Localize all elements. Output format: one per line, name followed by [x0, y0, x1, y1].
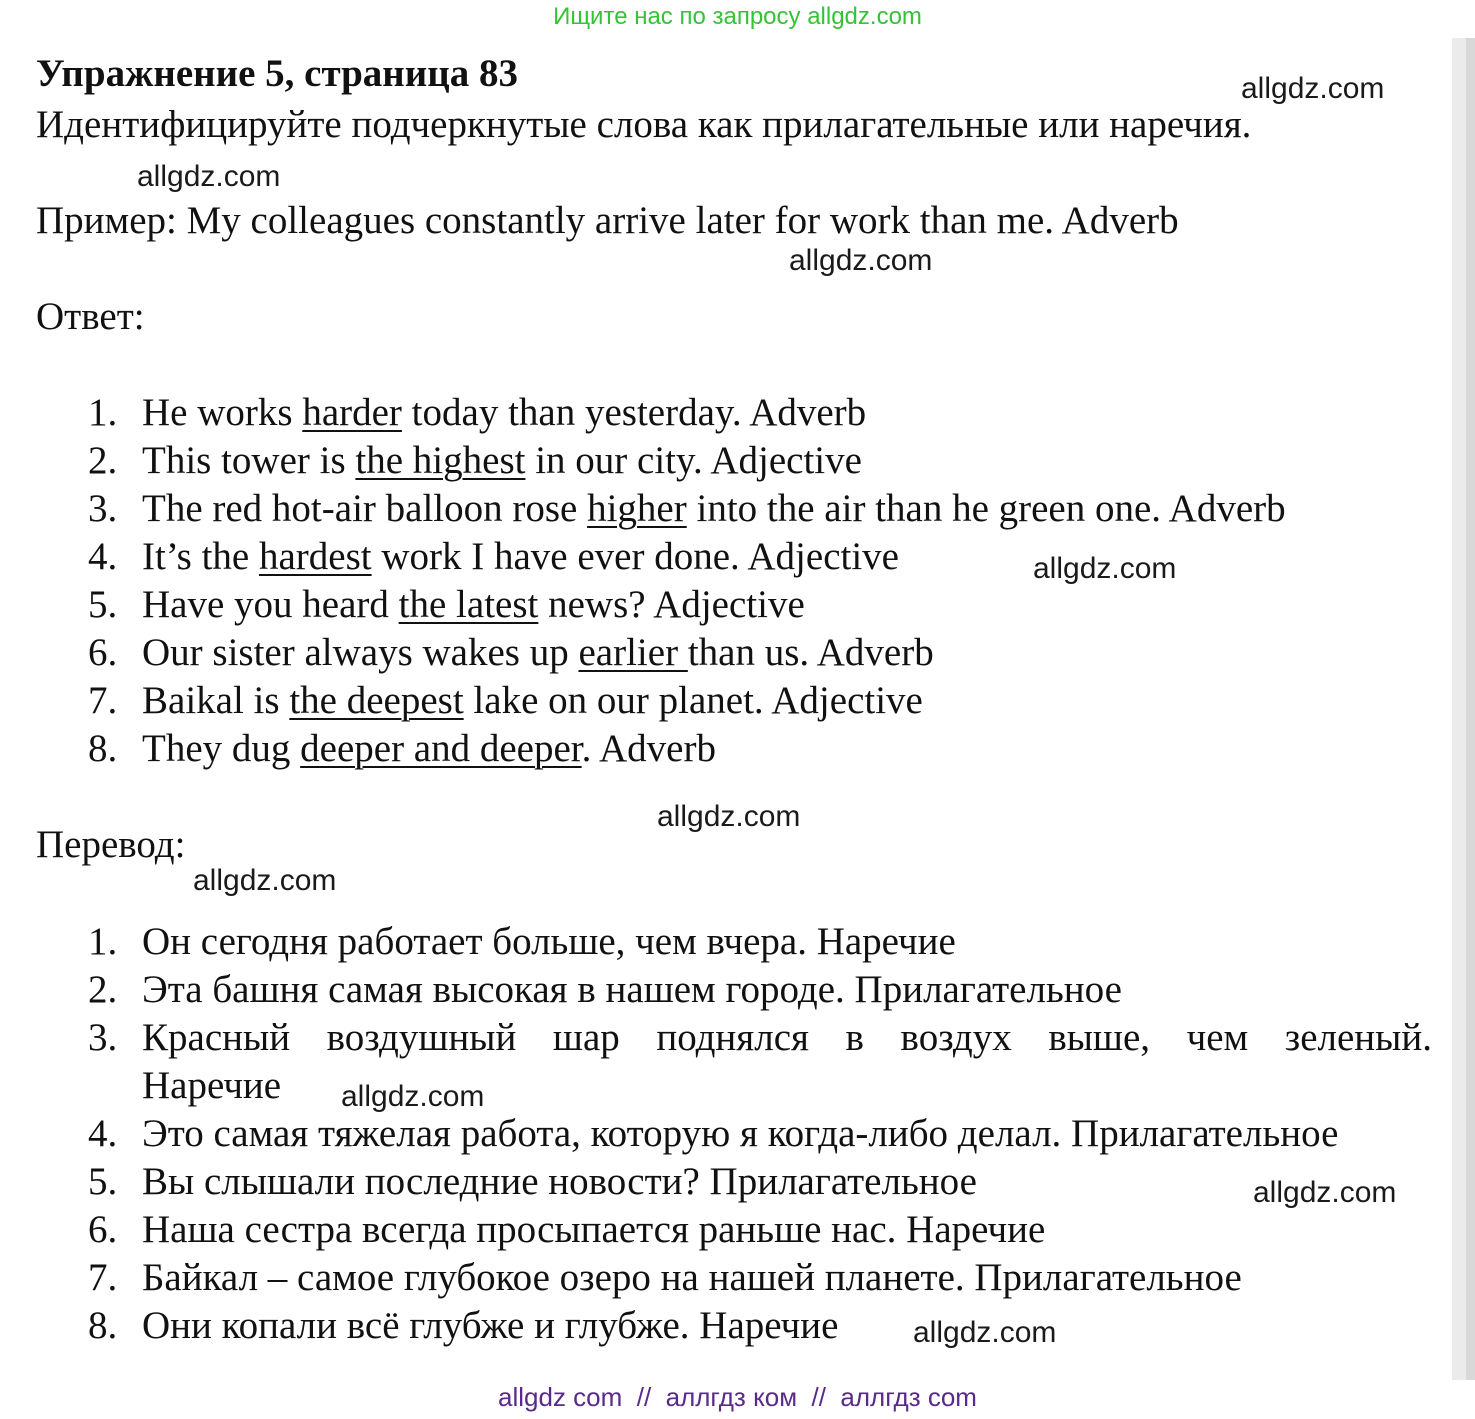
item-text: Эта башня самая высокая в нашем городе. Прилагательное [142, 968, 1122, 1011]
item-number: 1. [88, 391, 118, 434]
underlined-word: deeper and deeper [300, 727, 582, 770]
item-number: 2. [88, 968, 118, 1011]
item-text: It’s the hardest work I have ever done. Adjective [142, 535, 899, 578]
top-banner[interactable]: Ищите нас по запросу allgdz.com [553, 3, 922, 30]
item-number: 1. [88, 920, 118, 963]
translation-label: Перевод: [36, 823, 186, 866]
item-text: Наша сестра всегда просыпается раньше нас. Наречие [142, 1208, 1046, 1251]
answer-label: Ответ: [36, 295, 145, 338]
scrollbar-thumb[interactable] [1466, 38, 1475, 1380]
item-text: He works harder today than yesterday. Adverb [142, 391, 867, 434]
item-text: They dug deeper and deeper. Adverb [142, 727, 716, 770]
watermark: allgdz.com [789, 244, 933, 277]
watermark: allgdz.com [1033, 552, 1177, 585]
item-number: 8. [88, 1304, 118, 1347]
item-text: Our sister always wakes up earlier than us. Adverb [142, 631, 934, 674]
underlined-word: earlier [578, 631, 688, 674]
item-text: Они копали всё глубже и глубже. Наречие [142, 1304, 839, 1347]
underlined-word: the deepest [289, 679, 464, 722]
item-text-continuation: Наречие [142, 1064, 282, 1107]
item-number: 8. [88, 727, 118, 770]
item-number: 6. [88, 631, 118, 674]
item-text: This tower is the highest in our city. Adjective [142, 439, 862, 482]
underlined-word: the latest [398, 583, 539, 626]
item-number: 7. [88, 679, 118, 722]
page-title: Упражнение 5, страница 83 [36, 52, 518, 95]
watermark: allgdz.com [1241, 72, 1385, 105]
item-number: 5. [88, 583, 118, 626]
watermark: allgdz.com [913, 1316, 1057, 1349]
watermark: allgdz.com [1253, 1176, 1397, 1209]
item-text: Baikal is the deepest lake on our planet. Adjective [142, 679, 923, 722]
instruction-text: Идентифицируйте подчеркнутые слова как прилагательные или наречия. [36, 103, 1252, 146]
item-number: 4. [88, 535, 118, 578]
item-text: Have you heard the latest news? Adjective [142, 583, 805, 626]
underlined-word: the highest [355, 439, 526, 482]
item-text: Он сегодня работает больше, чем вчера. Наречие [142, 920, 956, 963]
underlined-word: hardest [258, 535, 372, 578]
item-number: 3. [88, 1016, 118, 1059]
example-text: Пример: My colleagues constantly arrive later for work than me. Adverb [36, 199, 1179, 242]
item-number: 4. [88, 1112, 118, 1155]
item-text: Это самая тяжелая работа, которую я когда-либо делал. Прилагательное [142, 1112, 1339, 1155]
item-text: Красный воздушный шар поднялся в воздух выше, чем зеленый. [142, 1016, 1432, 1059]
watermark: allgdz.com [341, 1080, 485, 1113]
item-number: 3. [88, 487, 118, 530]
watermark: allgdz.com [657, 800, 801, 833]
item-number: 6. [88, 1208, 118, 1251]
item-number: 5. [88, 1160, 118, 1203]
watermark: allgdz.com [137, 160, 281, 193]
watermark: allgdz.com [193, 864, 337, 897]
item-number: 7. [88, 1256, 118, 1299]
item-text: The red hot-air balloon rose higher into the air than he green one. Adverb [142, 487, 1286, 530]
item-number: 2. [88, 439, 118, 482]
item-text: Байкал – самое глубокое озеро на нашей планете. Прилагательное [142, 1256, 1242, 1299]
footer-links[interactable]: allgdz com // аллгдз ком // аллгдз com [498, 1382, 977, 1412]
item-text: Вы слышали последние новости? Прилагательное [142, 1160, 977, 1203]
underlined-word: higher [587, 487, 687, 530]
underlined-word: harder [302, 391, 402, 434]
